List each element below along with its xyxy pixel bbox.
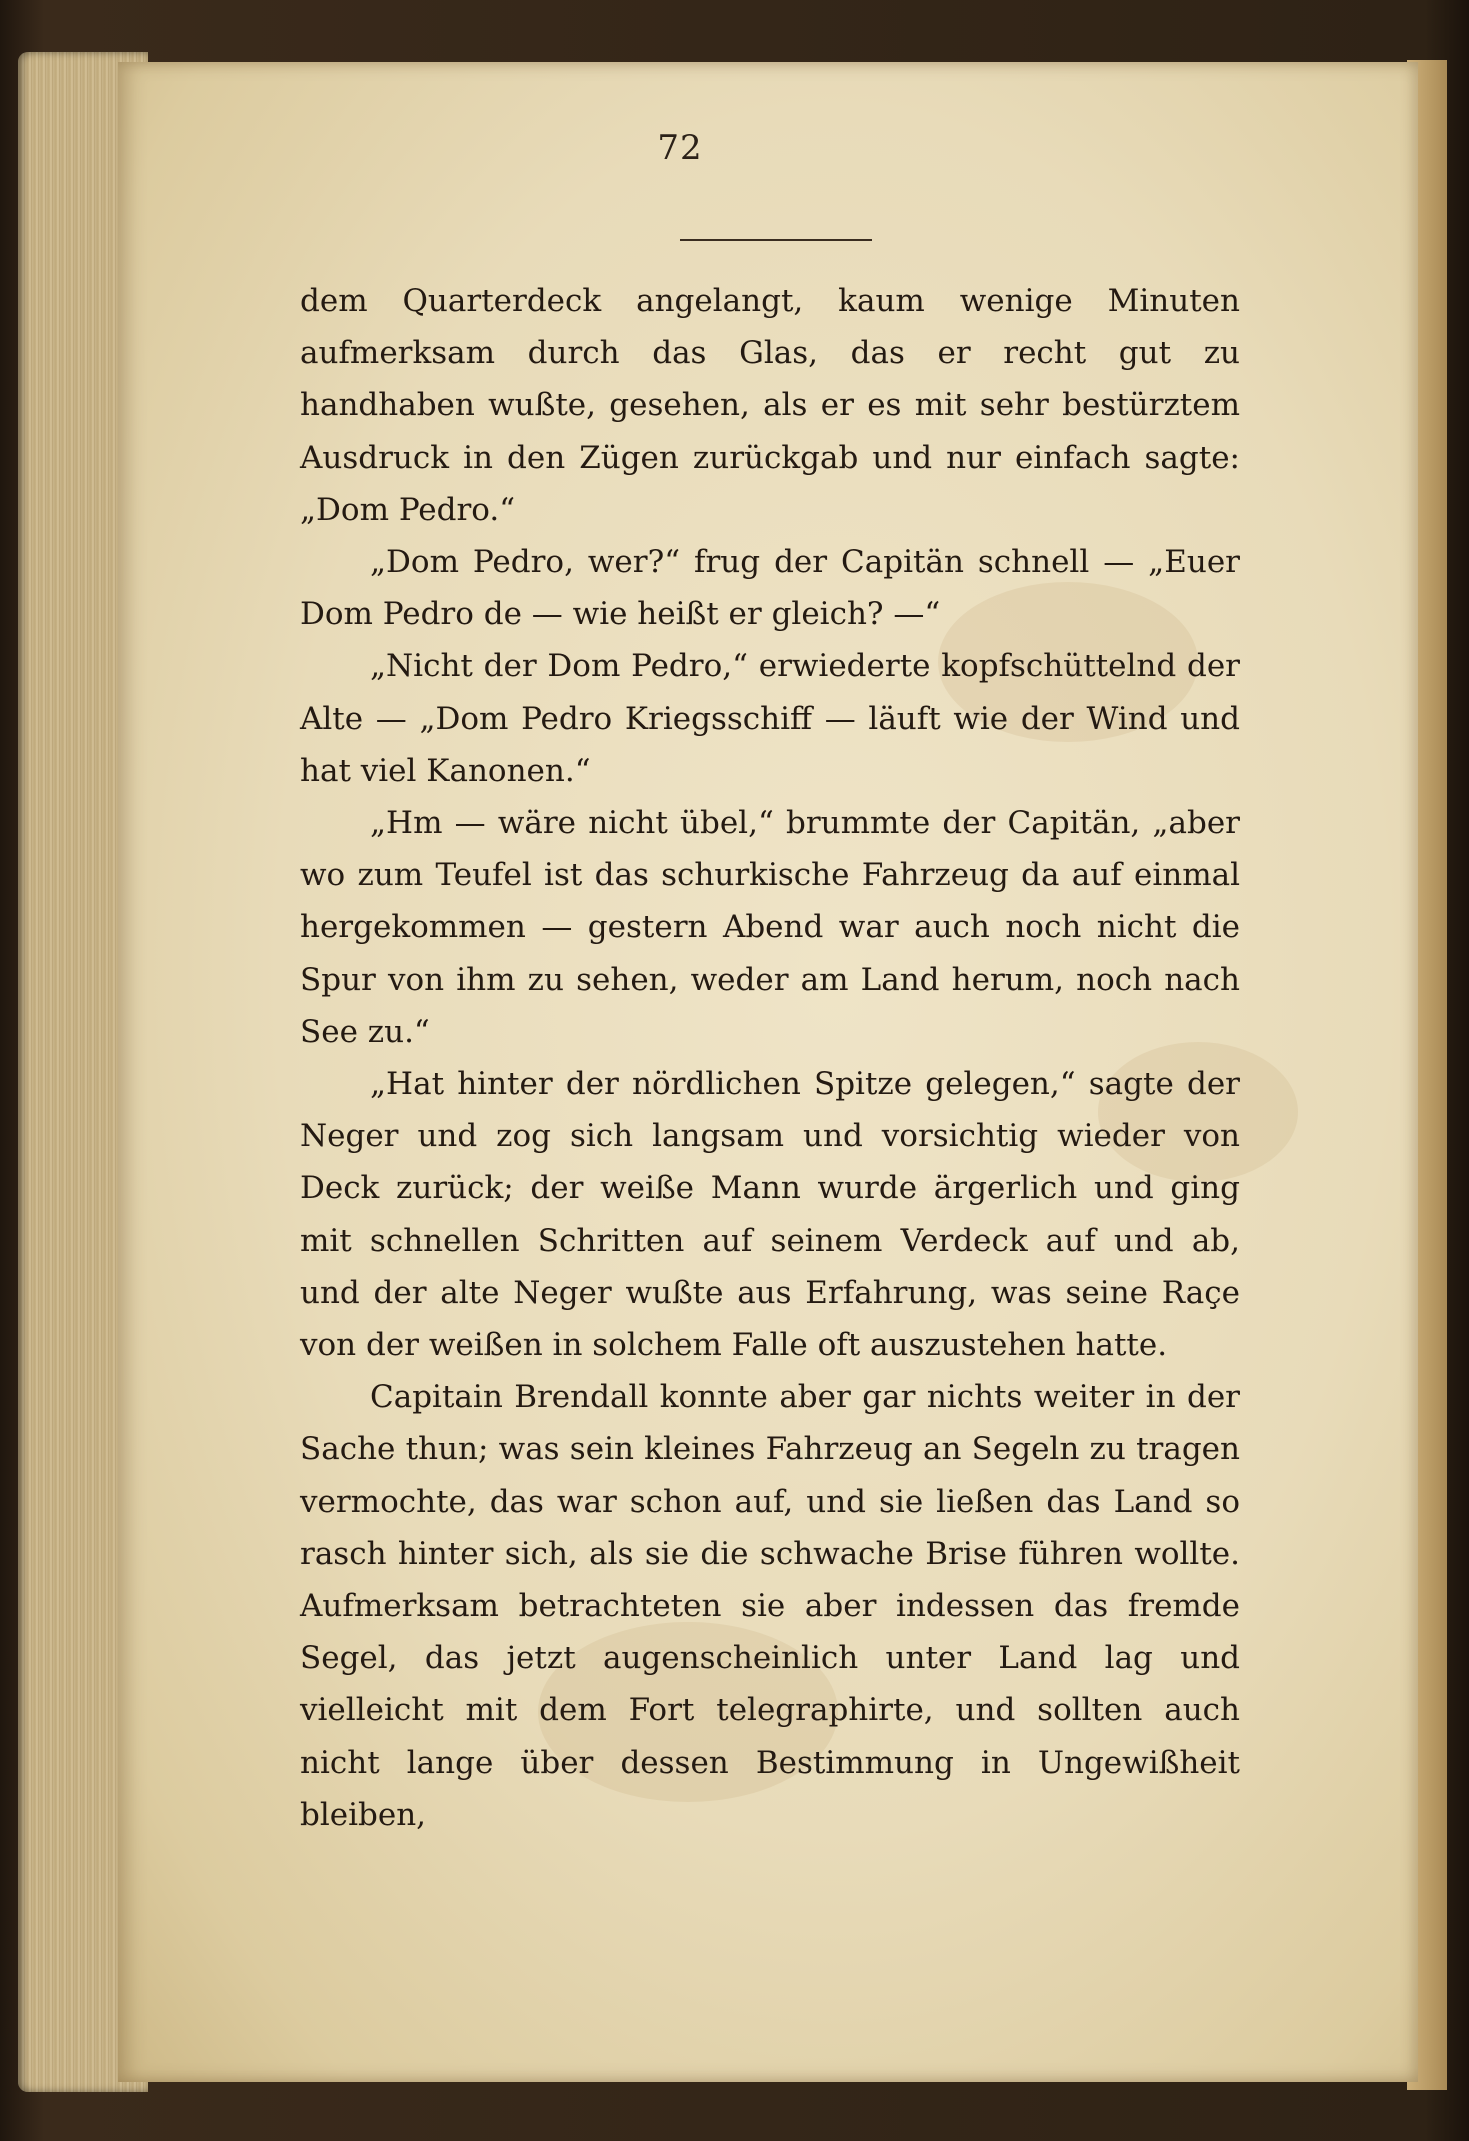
- header-rule: [680, 239, 872, 241]
- paragraph-3: „Nicht der Dom Pedro,“ erwiederte kopfschüttelnd der Alte — „Dom Pedro Kriegsschiff — läuft wie der Wind und hat viel Kanonen.“: [300, 648, 1240, 789]
- paragraph-2: „Dom Pedro, wer?“ frug der Capitän schnell — „Euer Dom Pedro de — wie heißt er gleich? —“: [300, 544, 1240, 633]
- paragraph-1: dem Quarterdeck angelangt, kaum wenige Minuten aufmerksam durch das Glas, das er recht gut zu handhaben wußte, gesehen, als er es mit sehr bestürztem Ausdruck in den Zügen zurückgab und nur einfach sagte: „Dom Pedro.“: [300, 283, 1240, 528]
- page-number: 72: [657, 128, 703, 168]
- body-text: [300, 275, 1240, 1841]
- paragraph-5: „Hat hinter der nördlichen Spitze gelegen,“ sagte der Neger und zog sich langsam und vorsichtig wieder von Deck zurück; der weiße Mann wurde ärgerlich und ging mit schnellen Schritten auf seinem Verdeck auf und ab, und der alte Neger wußte aus Erfahrung, was seine Raçe von der weißen in solchem Falle oft auszustehen hatte.: [300, 1066, 1240, 1364]
- paragraph-6: Capitain Brendall konnte aber gar nichts weiter in der Sache thun; was sein kleines Fahrzeug an Segeln zu tragen vermochte, das war schon auf, und sie ließen das Land so rasch hinter sich, als sie die schwache Brise führen wollte. Aufmerksam betrachteten sie aber indessen das fremde Segel, das jetzt augenscheinlich unter Land lag und vielleicht mit dem Fort telegraphirte, und sollten auch nicht lange über dessen Bestimmung in Ungewißheit bleiben,: [300, 1379, 1240, 1833]
- paragraph-4: „Hm — wäre nicht übel,“ brummte der Capitän, „aber wo zum Teufel ist das schurkische Fahrzeug da auf einmal hergekommen — gestern Abend war auch noch nicht die Spur von ihm zu sehen, weder am Land herum, noch nach See zu.“: [300, 805, 1240, 1050]
